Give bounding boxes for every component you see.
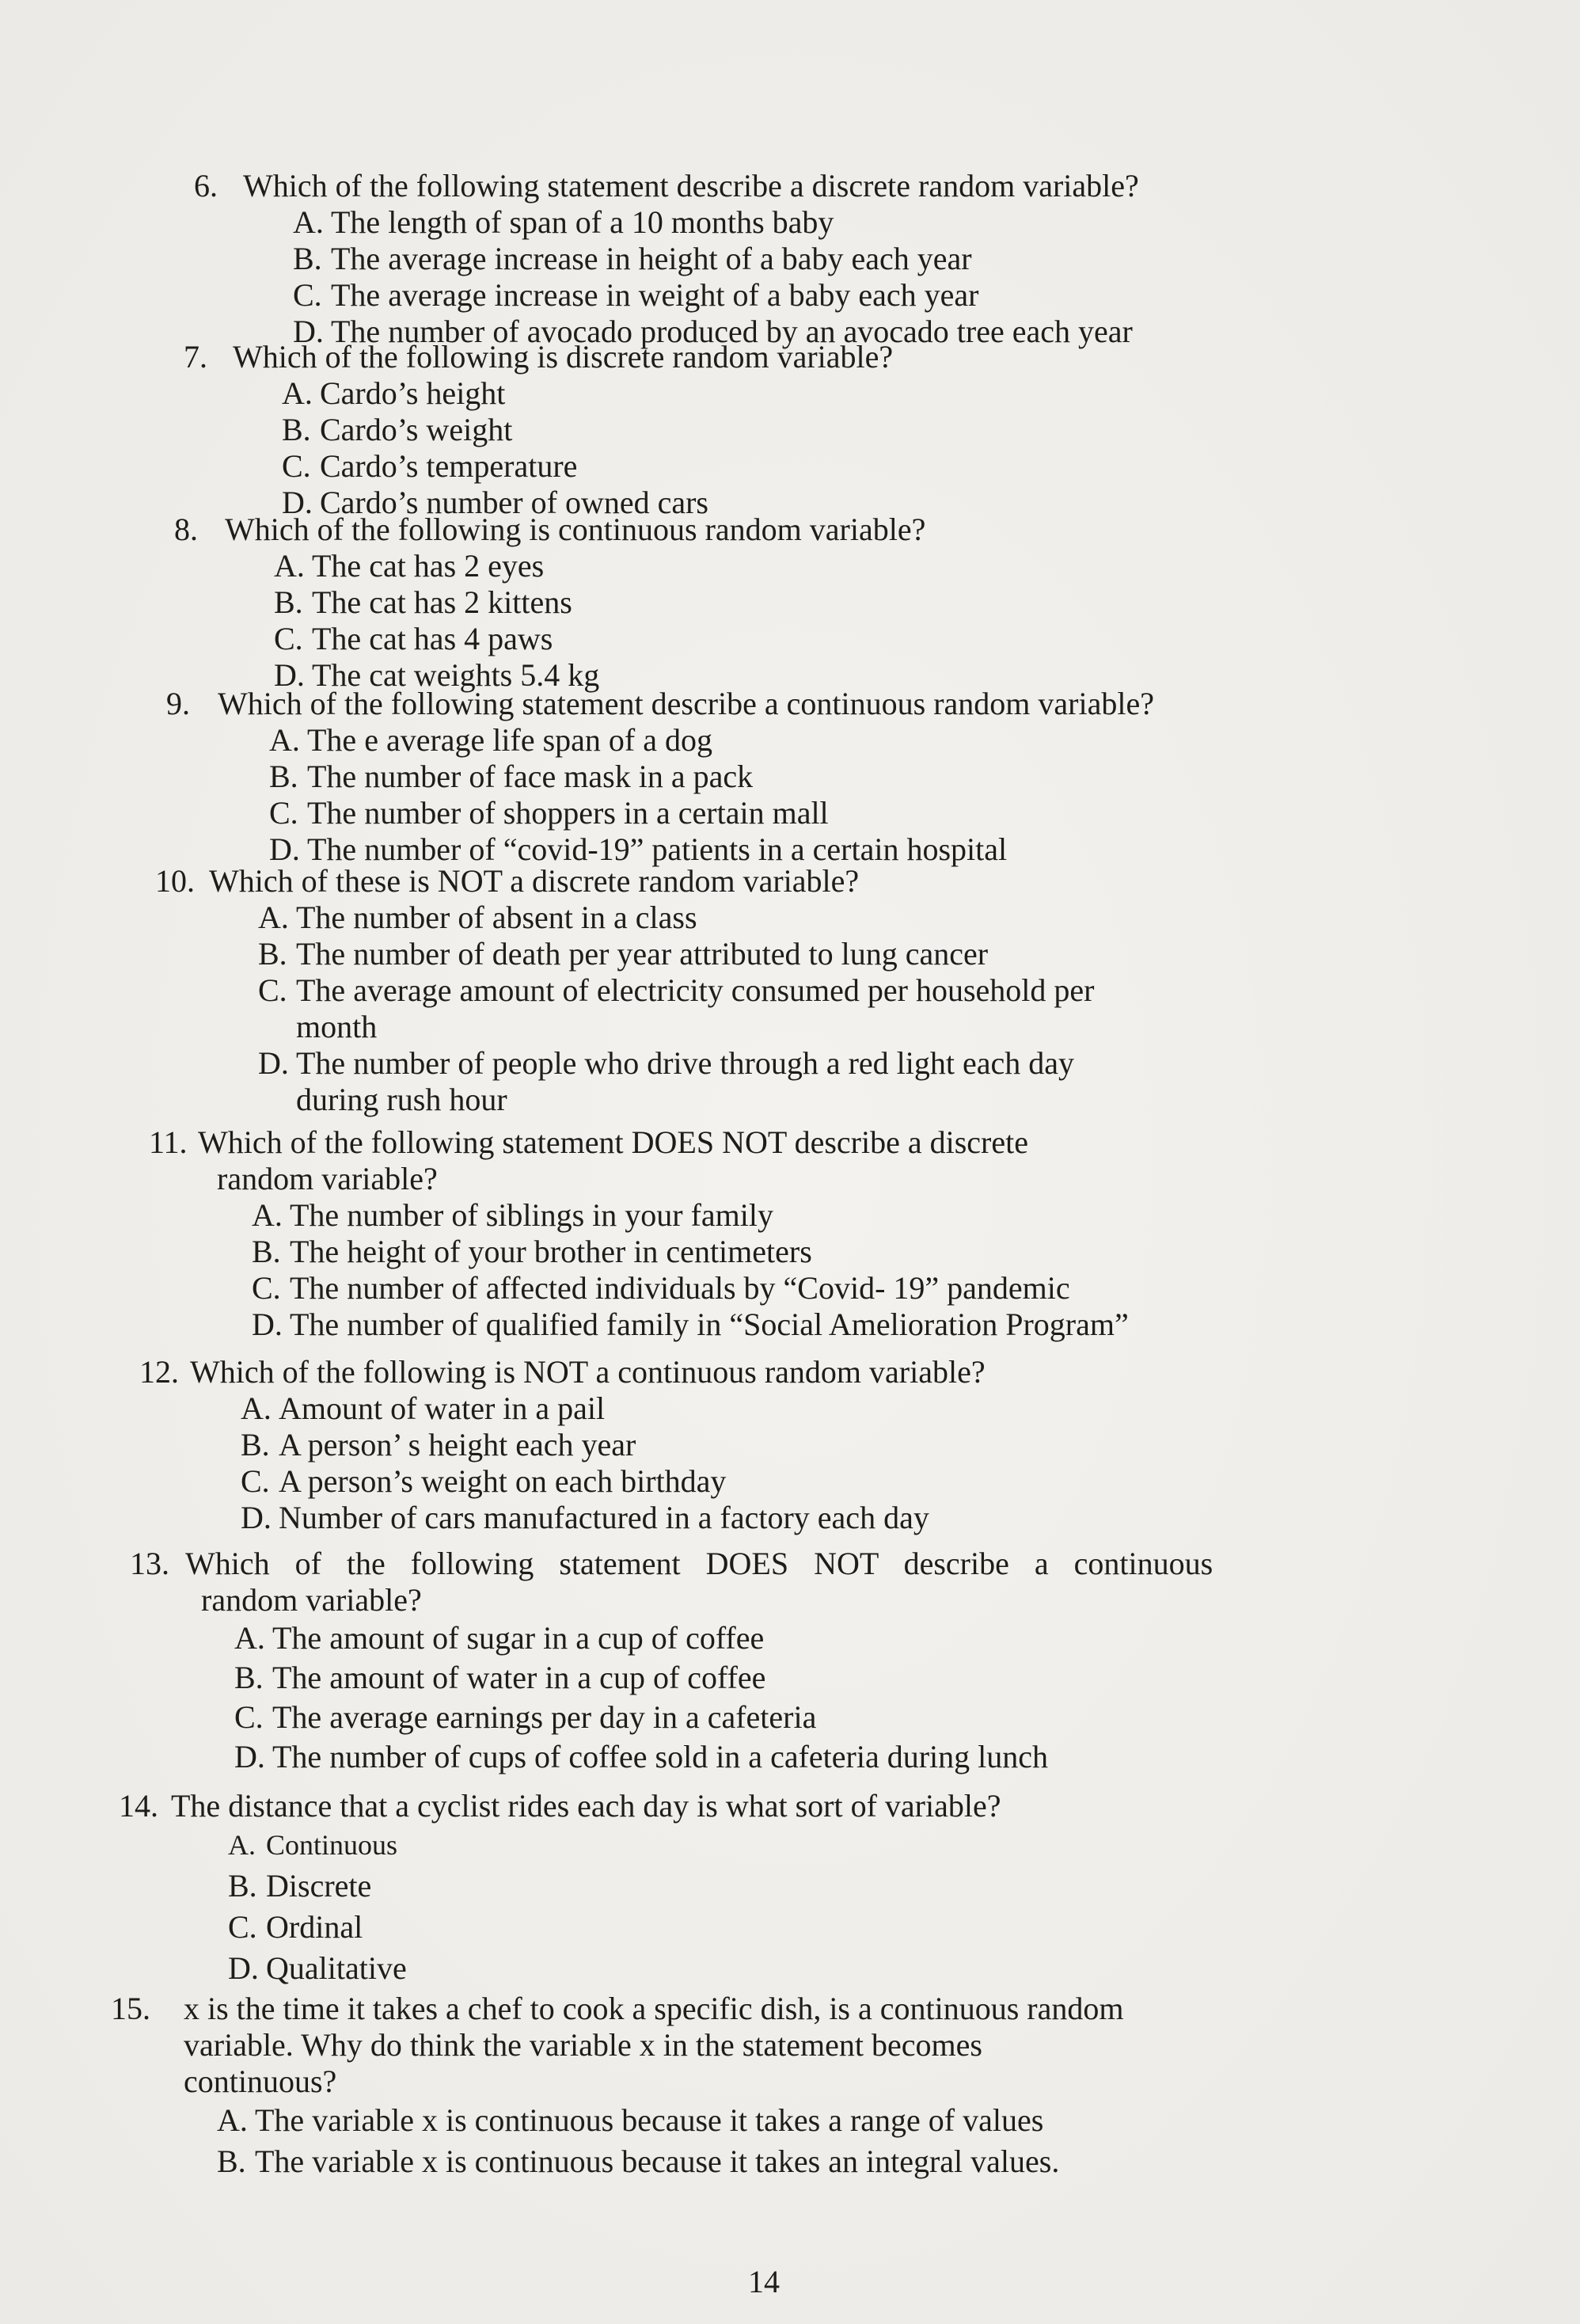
question-number: 13. xyxy=(130,1546,169,1581)
option-a: A. The number of absent in a class xyxy=(258,900,697,935)
question-stem xyxy=(184,339,893,375)
option-b: B. The variable x is continuous because it takes an integral values. xyxy=(217,2143,1060,2179)
option-c: C. Cardo’s temperature xyxy=(282,448,578,484)
options-list xyxy=(217,2100,1123,2182)
option-a: A. The variable x is continuous because it takes a range of values xyxy=(217,2102,1044,2138)
question-stem xyxy=(174,512,925,548)
option-a: A. The e average life span of a dog xyxy=(269,722,712,758)
page-number: 14 xyxy=(748,2264,780,2299)
option-a: A. Amount of water in a pail xyxy=(241,1390,606,1426)
option-d: D. The number of qualified family in “Social Amelioration Program” xyxy=(252,1307,1129,1342)
question-text-continuation-2: continuous? xyxy=(184,2063,337,2099)
question-text: Which of the following statement describe a continuous random variable? xyxy=(218,686,1154,721)
option-b: B. The height of your brother in centimeters xyxy=(252,1234,812,1269)
option-d: D. The cat weights 5.4 kg xyxy=(274,657,600,693)
question-text: Which of the following is NOT a continuous random variable? xyxy=(190,1354,986,1390)
question-stem xyxy=(139,1354,986,1390)
question-10 xyxy=(155,863,1095,1118)
question-number: 7. xyxy=(184,339,207,375)
option-b: B. The number of death per year attributed to lung cancer xyxy=(258,936,989,972)
question-stem xyxy=(155,863,1095,900)
option-d: D. The number of people who drive through a red light each day during rush hour xyxy=(258,1045,1095,1118)
option-a: A. Cardo’s height xyxy=(282,375,506,411)
question-11 xyxy=(149,1124,1129,1343)
options-list xyxy=(258,900,1095,1118)
options-list xyxy=(269,722,1154,868)
option-b: B. The cat has 2 kittens xyxy=(274,584,572,620)
question-6 xyxy=(194,168,1139,350)
option-a: A. The number of siblings in your family xyxy=(252,1197,774,1233)
option-a: A. The cat has 2 eyes xyxy=(274,548,545,584)
question-text: x is the time it takes a chef to cook a specific dish, is a continuous random xyxy=(184,1991,1124,2026)
question-text: The distance that a cyclist rides each day is what sort of variable? xyxy=(171,1788,1001,1824)
question-number: 15. xyxy=(111,1991,150,2026)
question-12 xyxy=(139,1354,986,1536)
question-number: 14. xyxy=(119,1788,158,1824)
question-stem xyxy=(111,1991,1123,2100)
option-c: C. The average amount of electricity consumed per household per month xyxy=(258,972,1095,1044)
question-text: Which of the following is continuous random variable? xyxy=(225,512,926,547)
option-d: D. Cardo’s number of owned cars xyxy=(282,485,708,520)
option-d: D. Number of cars manufactured in a factory each day xyxy=(241,1500,929,1535)
option-c: C. The cat has 4 paws xyxy=(274,621,553,656)
option-b: B. The number of face mask in a pack xyxy=(269,759,754,794)
question-number: 6. xyxy=(194,168,218,203)
question-number: 11. xyxy=(149,1124,188,1160)
question-text-continuation: random variable? xyxy=(217,1161,438,1196)
question-text: Which of the following statement DOES NOT describe a discrete xyxy=(198,1124,1028,1160)
question-text-continuation: variable. Why do think the variable x in the statement becomes xyxy=(184,2027,982,2063)
question-text: Which of the following is discrete random variable? xyxy=(233,339,894,375)
question-stem xyxy=(194,168,1139,204)
option-d: D. The number of “covid-19” patients in a certain hospital xyxy=(269,831,1008,867)
option-a: A. Continuous xyxy=(228,1829,398,1861)
question-text: Which of these is NOT a discrete random variable? xyxy=(209,863,860,899)
question-stem xyxy=(130,1546,1213,1618)
option-d: D. The number of cups of coffee sold in a cafeteria during lunch xyxy=(234,1739,1048,1774)
question-8 xyxy=(174,512,925,694)
option-a: A. The amount of sugar in a cup of coffee xyxy=(234,1620,765,1656)
options-list xyxy=(228,1824,1001,1989)
question-13 xyxy=(130,1546,1213,1777)
option-b: B. Discrete xyxy=(228,1868,372,1904)
option-c: C. The number of affected individuals by “Covid- 19” pandemic xyxy=(252,1270,1070,1306)
option-b: B. The amount of water in a cup of coffee xyxy=(234,1660,766,1695)
option-b: B. The average increase in height of a baby each year xyxy=(293,241,972,276)
question-text: Which of the following statement describe a discrete random variable? xyxy=(243,168,1139,203)
option-c: C. The average earnings per day in a cafeteria xyxy=(234,1699,817,1735)
option-continuation: month xyxy=(296,1009,378,1044)
question-text-continuation: random variable? xyxy=(201,1582,422,1618)
question-14 xyxy=(119,1788,1001,1989)
question-15 xyxy=(111,1991,1123,2182)
question-stem xyxy=(149,1124,1129,1197)
question-number: 8. xyxy=(174,512,198,547)
option-b: B. A person’ s height each year xyxy=(241,1427,636,1462)
options-list xyxy=(282,375,893,521)
option-b: B. Cardo’s weight xyxy=(282,412,513,447)
options-list xyxy=(274,548,925,694)
option-continuation: during rush hour xyxy=(296,1082,507,1117)
question-9 xyxy=(166,686,1154,868)
option-c: C. A person’s weight on each birthday xyxy=(241,1463,727,1499)
question-stem xyxy=(119,1788,1001,1824)
question-number: 9. xyxy=(166,686,190,721)
option-c: C. The number of shoppers in a certain mall xyxy=(269,795,829,831)
option-d: D. Qualitative xyxy=(228,1950,407,1986)
question-text: Which of the following statement DOES NOT describe a continuous xyxy=(185,1546,1213,1581)
options-list xyxy=(293,204,1139,350)
options-list xyxy=(241,1390,986,1536)
question-stem xyxy=(166,686,1154,722)
options-list xyxy=(252,1197,1129,1343)
question-number: 10. xyxy=(155,863,195,899)
question-7 xyxy=(184,339,893,521)
question-number: 12. xyxy=(139,1354,179,1390)
option-d: D. The number of avocado produced by an avocado tree each year xyxy=(293,314,1133,349)
option-c: C. The average increase in weight of a baby each year xyxy=(293,277,979,313)
option-c: C. Ordinal xyxy=(228,1909,363,1945)
options-list xyxy=(234,1618,1213,1777)
option-a: A. The length of span of a 10 months baby xyxy=(293,204,834,240)
